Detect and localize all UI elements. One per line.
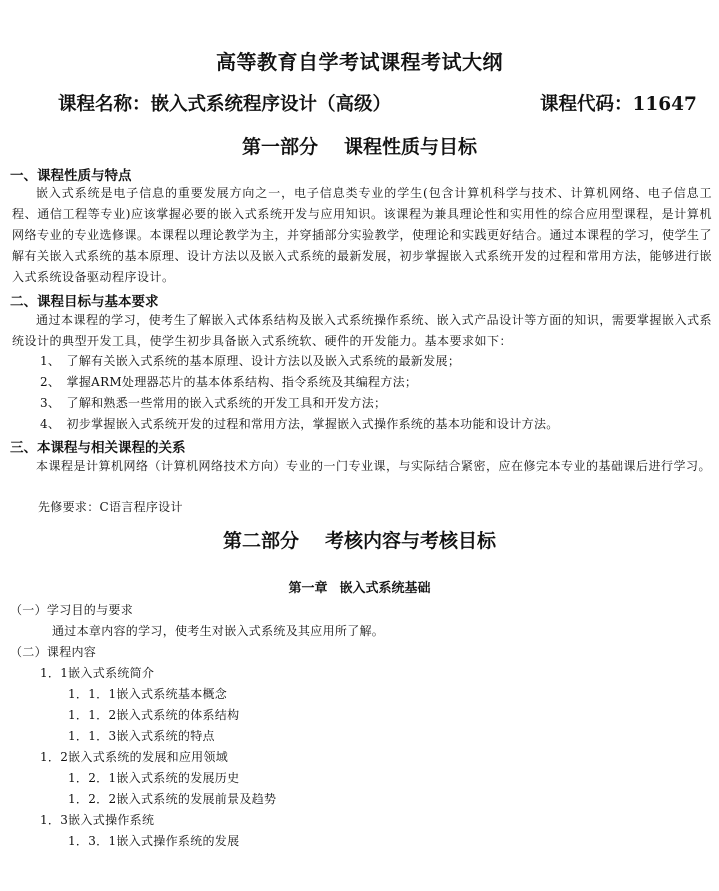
- outline-item: 1．1．3嵌入式系统的特点: [68, 729, 215, 743]
- part1-number: 第一部分: [241, 136, 318, 158]
- goal-text: 通过本章内容的学习，使考生对嵌入式系统及其应用所了解。: [52, 624, 385, 638]
- part1-title: [0, 132, 719, 159]
- outline-item: 1．3嵌入式操作系统: [40, 813, 155, 827]
- content-heading: （二）课程内容: [10, 645, 97, 659]
- requirement-item: 2、 掌握ARM处理器芯片的基本体系结构、指令系统及其编程方法；: [40, 375, 418, 389]
- section-heading-nature: 一、课程性质与特点: [10, 168, 132, 184]
- part2-heading: 考核内容与考核目标: [325, 530, 497, 552]
- section-heading-goals: 二、课程目标与基本要求: [10, 294, 159, 310]
- goal-heading: （一）学习目的与要求: [10, 603, 134, 617]
- course-info-line: [58, 90, 698, 116]
- chapter-title: [0, 577, 719, 596]
- paragraph-goals: 通过本课程的学习，使考生了解嵌入式体系结构及嵌入式系统操作系统、嵌入式产品设计等方面的知识，需要掌握嵌入式系统设计的典型开发工具，使学生初步具备嵌入式系统软、硬件的开发能力。基本要求如下：: [12, 313, 712, 348]
- course-code: 课程代码：11647: [540, 94, 697, 115]
- course-name: 课程名称：嵌入式系统程序设计（高级）: [58, 94, 392, 115]
- section-heading-relations: 三、本课程与相关课程的关系: [10, 440, 186, 456]
- outline-item: 1．1嵌入式系统简介: [40, 666, 155, 680]
- prerequisite-text: 先修要求：C语言程序设计: [38, 500, 183, 514]
- part2-number: 第二部分: [222, 530, 299, 552]
- part1-heading: 课程性质与目标: [344, 136, 478, 158]
- requirement-item: 1、 了解有关嵌入式系统的基本原理、设计方法以及嵌入式系统的最新发展；: [40, 354, 461, 368]
- requirement-item: 4、 初步掌握嵌入式系统开发的过程和常用方法，掌握嵌入式操作系统的基本功能和设计方法。: [40, 417, 559, 431]
- outline-item: 1．2．1嵌入式系统的发展历史: [68, 771, 240, 785]
- part2-title: [0, 526, 719, 553]
- outline-item: 1．1．2嵌入式系统的体系结构: [68, 708, 240, 722]
- chapter-heading: 嵌入式系统基础: [339, 581, 431, 596]
- chapter-number: 第一章: [288, 581, 328, 596]
- paragraph-nature: 嵌入式系统是电子信息的重要发展方向之一，电子信息类专业的学生(包含计算机科学与技术、计算机网络、电子信息工程、通信工程等专业)应该掌握必要的嵌入式系统开发与应用知识。该课程为兼具理论性和实用性的综合应用型课程，是计算机网络专业的专业选修课。本课程以理论教学为主，并穿插部分实验教学，使理论和实践更好结合。通过本课程的学习，使学生了解有关嵌入式系统的基本原理、设计方法以及嵌入式系统的最新发展，初步掌握嵌入式系统开发的过程和常用方法，能够进行嵌入式系统设备驱动程序设计。: [12, 186, 713, 284]
- outline-item: 1．2嵌入式系统的发展和应用领域: [40, 750, 229, 764]
- paragraph-relations: 本课程是计算机网络（计算机网络技术方向）专业的一门专业课，与实际结合紧密，应在修完本专业的基础课后进行学习。: [36, 459, 712, 473]
- outline-item: 1．1．1嵌入式系统基本概念: [68, 687, 228, 701]
- document-title: 高等教育自学考试课程考试大纲: [216, 50, 503, 74]
- requirement-item: 3、 了解和熟悉一些常用的嵌入式系统的开发工具和开发方法；: [40, 396, 387, 410]
- outline-item: 1．3．1嵌入式操作系统的发展: [68, 834, 240, 848]
- outline-item: 1．2．2嵌入式系统的发展前景及趋势: [68, 792, 277, 806]
